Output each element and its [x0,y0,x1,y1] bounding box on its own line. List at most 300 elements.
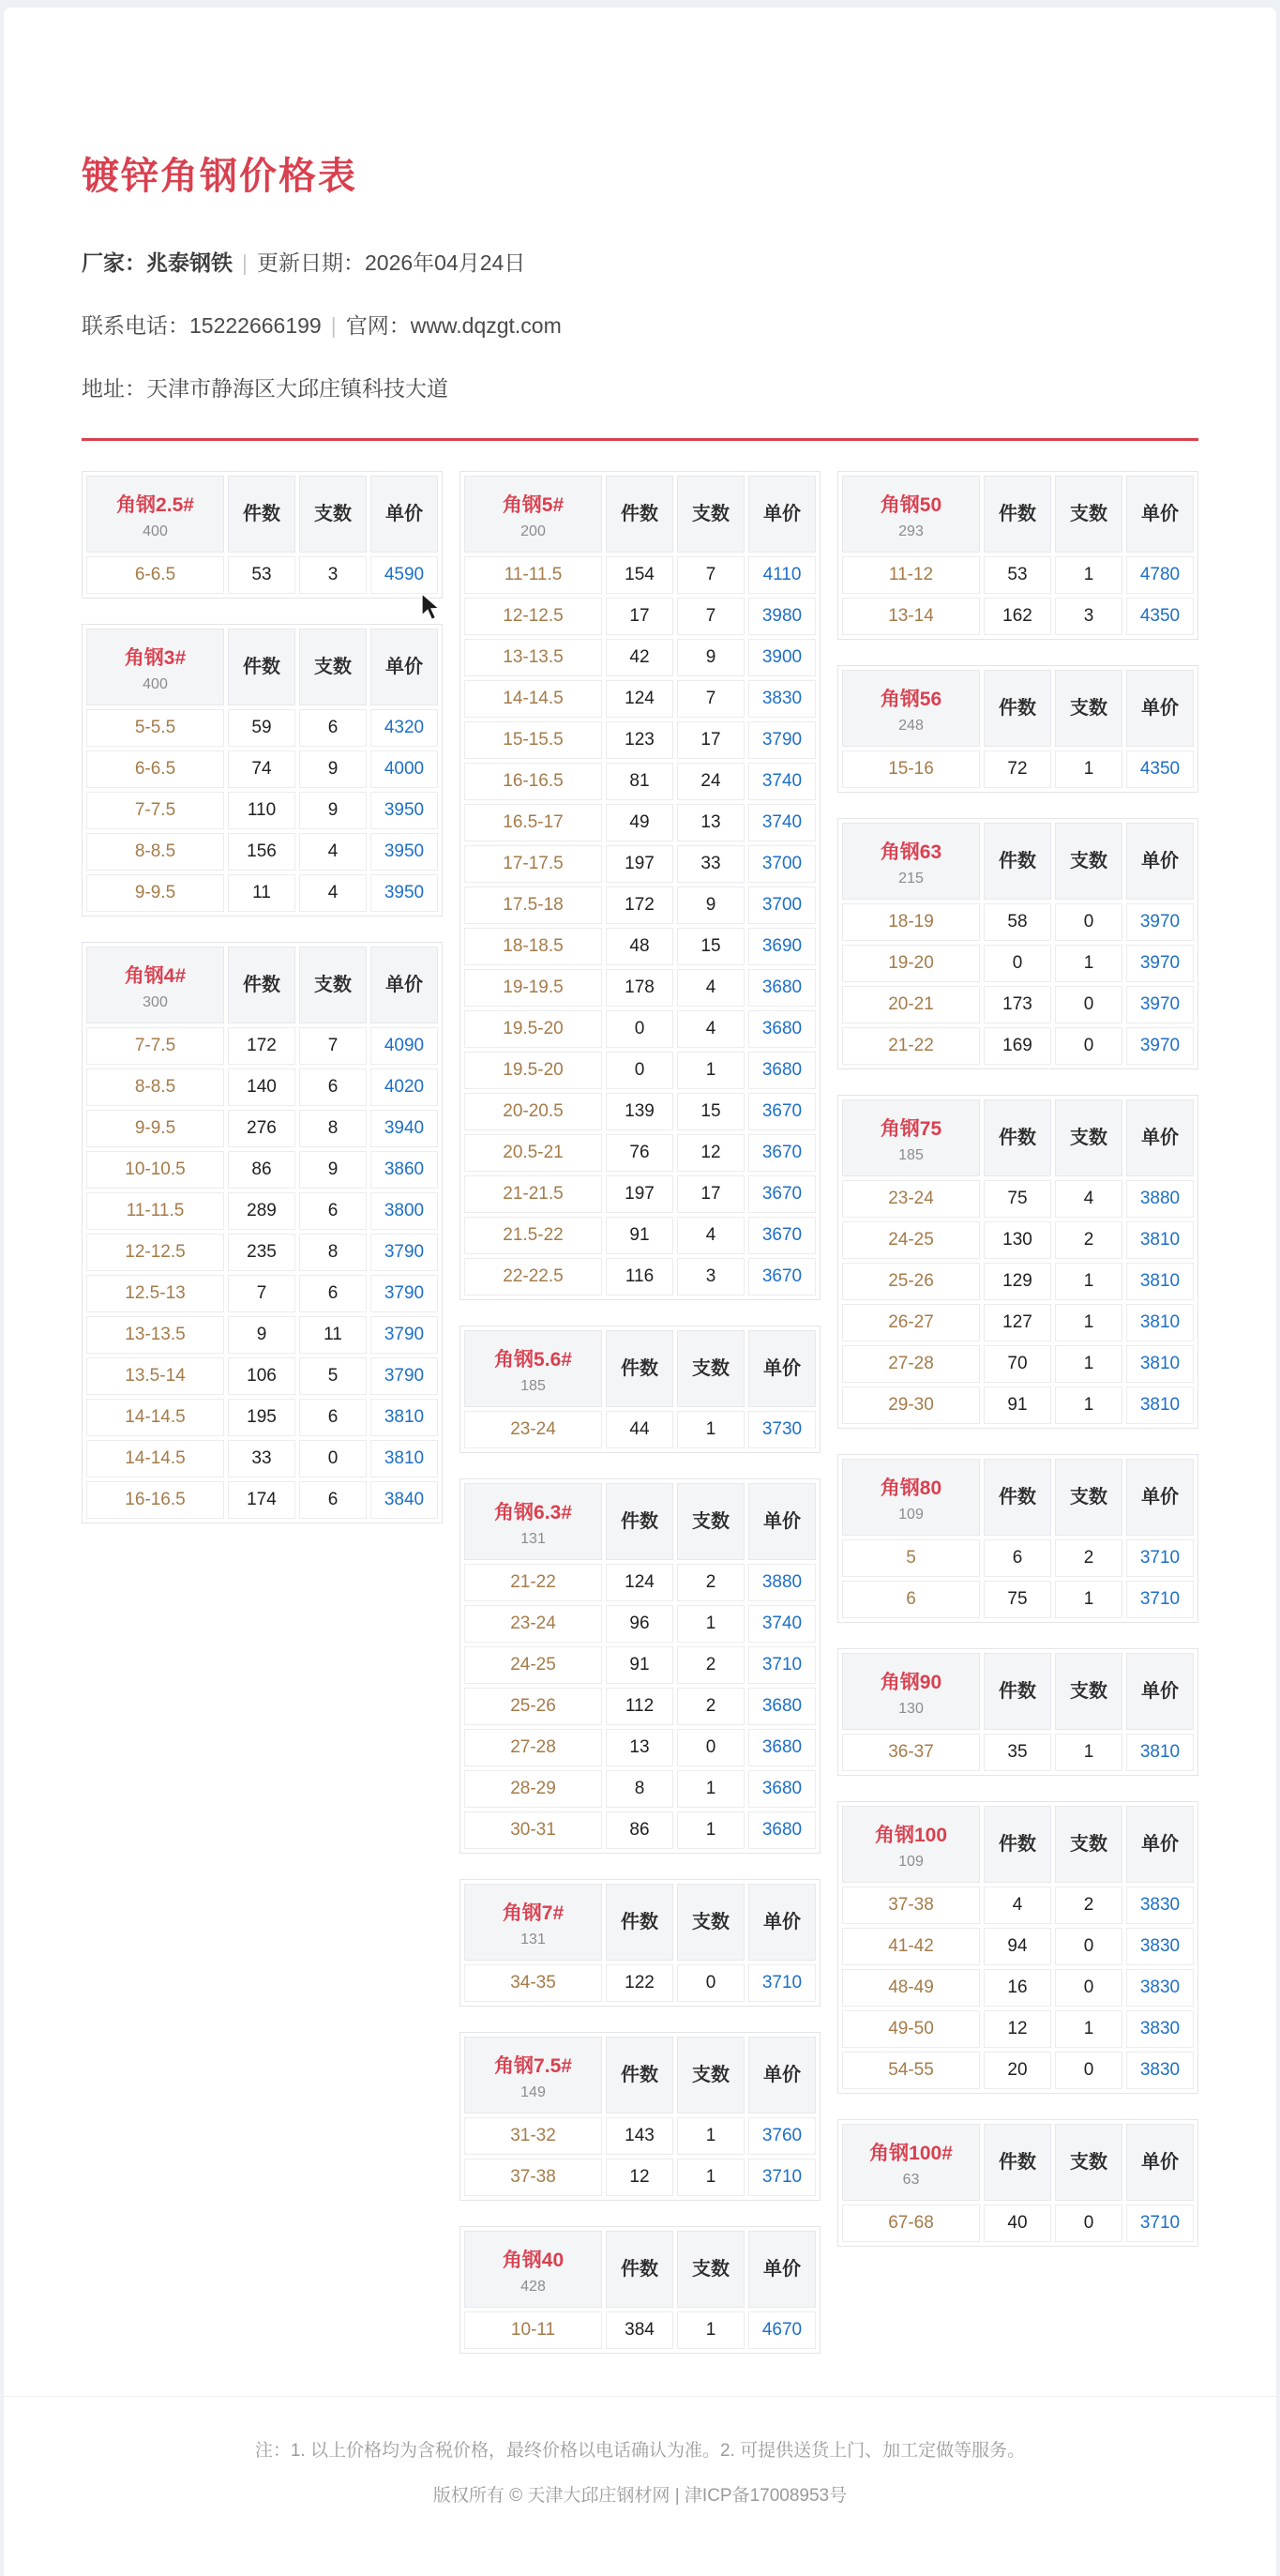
pieces-cell: 16 [984,1969,1051,2007]
pieces-cell: 48 [606,928,673,965]
price-link[interactable]: 3810 [1126,1221,1194,1259]
col-header-pieces: 件数 [606,1884,673,1961]
sticks-cell: 9 [299,750,367,788]
col-header-price: 单价 [1126,1653,1194,1730]
pieces-cell: 197 [606,1175,673,1213]
price-link[interactable]: 3810 [370,1440,438,1477]
col-header-price: 单价 [748,1483,816,1560]
sticks-cell: 0 [299,1440,367,1477]
table-product-header-cell [464,2037,602,2114]
price-link[interactable]: 3830 [1126,2010,1194,2048]
size-range-cell: 30-31 [464,1811,602,1849]
address-value: 天津市静海区大邱庄镇科技大道 [146,376,448,401]
sticks-cell: 4 [677,969,745,1007]
table-product-header-cell [464,476,602,553]
price-link[interactable]: 3710 [1126,1539,1194,1577]
table-product-header-cell [842,823,980,900]
pieces-cell: 178 [606,969,673,1007]
pieces-cell: 76 [606,1134,673,1172]
price-link[interactable]: 3830 [1126,2052,1194,2089]
pieces-cell: 197 [606,845,673,883]
pieces-cell: 162 [984,598,1051,635]
pieces-cell: 124 [606,1564,673,1601]
footer-note: 注：1. 以上价格均为含税价格，最终价格以电话确认为准。2. 可提供送货上门、加工定做等服务。 [254,2441,1026,2461]
price-link[interactable]: 3790 [370,1275,438,1312]
table-product-code: 131 [520,1932,546,1947]
size-range-cell: 25-26 [464,1688,602,1725]
page-card [4,8,1276,2576]
table-product-header-cell [464,1884,602,1961]
size-range-cell: 36-37 [842,1734,980,1771]
table-product-name: 角钢100 [874,1825,948,1846]
size-range-cell: 26-27 [842,1304,980,1341]
price-link[interactable]: 3760 [748,2117,816,2155]
size-range-cell: 13.5-14 [86,1357,224,1395]
pieces-cell: 86 [606,1811,673,1849]
size-range-cell: 37-38 [842,1887,980,1924]
pieces-cell: 91 [606,1217,673,1254]
pieces-cell: 74 [228,750,295,788]
pieces-cell: 81 [606,763,673,800]
sticks-cell: 17 [677,1175,745,1213]
pieces-cell: 53 [984,556,1051,594]
price-link[interactable]: 3800 [370,1192,438,1230]
pieces-cell: 86 [228,1151,295,1189]
pieces-cell: 0 [606,1010,673,1048]
pieces-cell: 42 [606,639,673,676]
price-link[interactable]: 4780 [1126,556,1194,594]
price-table [459,1879,821,2007]
pieces-cell: 91 [984,1386,1051,1424]
price-table [82,624,443,917]
sticks-cell: 1 [677,1770,745,1808]
pieces-cell: 124 [606,680,673,718]
vendor-info-block [82,246,1198,402]
price-link[interactable]: 3740 [748,763,816,800]
price-link[interactable]: 3700 [748,886,816,924]
pieces-cell: 91 [606,1646,673,1684]
size-range-cell: 22-22.5 [464,1258,602,1296]
price-table [837,818,1198,1069]
pieces-cell: 173 [984,986,1051,1023]
sticks-cell: 2 [677,1646,745,1684]
sticks-cell: 8 [299,1110,367,1147]
col-header-pieces: 件数 [984,823,1051,900]
size-range-cell: 31-32 [464,2117,602,2155]
page-title: 镀锌角钢价格表 [82,156,357,197]
sticks-cell: 7 [677,680,745,718]
price-link[interactable]: 3810 [1126,1263,1194,1300]
price-link[interactable]: 3670 [748,1175,816,1213]
pieces-cell: 169 [984,1027,1051,1065]
table-product-name: 角钢75 [880,1118,942,1140]
price-link[interactable]: 3950 [370,874,438,912]
sticks-cell: 4 [299,833,367,871]
price-link[interactable]: 3710 [748,1646,816,1684]
table-product-code: 109 [898,1507,924,1523]
pieces-cell: 9 [228,1316,295,1354]
sticks-cell: 9 [299,792,367,829]
price-link[interactable]: 3670 [748,1134,816,1172]
price-link[interactable]: 3810 [1126,1304,1194,1341]
sticks-cell: 0 [677,1964,745,2002]
pieces-cell: 12 [606,2159,673,2196]
table-product-code: 200 [520,523,546,539]
col-header-pieces: 件数 [606,2231,673,2308]
price-column [459,471,821,2354]
page-content [82,8,1198,2396]
price-link[interactable]: 4670 [748,2311,816,2349]
size-range-cell: 49-50 [842,2010,980,2048]
price-link[interactable]: 3680 [748,1688,816,1725]
pieces-cell: 20 [984,2052,1051,2089]
price-link[interactable]: 3710 [1126,1581,1194,1618]
table-product-name: 角钢40 [502,2250,565,2271]
table-product-header-cell [842,1459,980,1536]
price-link[interactable]: 4110 [748,556,816,594]
sticks-cell: 2 [1055,1887,1122,1924]
price-link[interactable]: 3970 [1126,945,1194,982]
price-column [837,471,1198,2247]
price-link[interactable]: 3740 [748,1605,816,1643]
table-product-code: 131 [520,1531,546,1547]
pieces-cell: 33 [228,1440,295,1477]
sticks-cell: 4 [299,874,367,912]
price-link[interactable]: 4320 [370,709,438,747]
sticks-cell: 15 [677,1093,745,1130]
sticks-cell: 1 [1055,1734,1122,1771]
size-range-cell: 18-19 [842,903,980,941]
pieces-cell: 139 [606,1093,673,1130]
price-link[interactable]: 3950 [370,792,438,829]
size-range-cell: 13-13.5 [464,639,602,676]
price-link[interactable]: 3740 [748,804,816,841]
price-link[interactable]: 3710 [748,1964,816,2002]
price-link[interactable]: 3670 [748,1093,816,1130]
price-link[interactable]: 3670 [748,1258,816,1296]
pieces-cell: 110 [228,792,295,829]
price-link[interactable]: 3690 [748,928,816,965]
pieces-cell: 70 [984,1345,1051,1383]
sticks-cell: 1 [1055,945,1122,982]
table-product-name: 角钢50 [880,494,942,516]
size-range-cell: 34-35 [464,1964,602,2002]
sticks-cell: 7 [677,598,745,635]
pieces-cell: 11 [228,874,295,912]
price-link[interactable]: 3810 [1126,1734,1194,1771]
price-link[interactable]: 3970 [1126,1027,1194,1065]
size-range-cell: 8-8.5 [86,833,224,871]
col-header-pieces: 件数 [984,1653,1051,1730]
sticks-cell: 7 [299,1027,367,1065]
col-header-pieces: 件数 [984,1099,1051,1176]
sticks-cell: 9 [677,639,745,676]
pieces-cell: 172 [228,1027,295,1065]
sticks-cell: 33 [677,845,745,883]
sticks-cell: 4 [677,1217,745,1254]
price-link[interactable]: 4350 [1126,598,1194,635]
price-link[interactable]: 3730 [748,1411,816,1448]
price-table [837,1454,1198,1623]
sticks-cell: 8 [299,1234,367,1271]
table-product-code: 248 [898,718,924,734]
table-product-name: 角钢100# [869,2143,953,2164]
sticks-cell: 1 [1055,1304,1122,1341]
size-range-cell: 21-21.5 [464,1175,602,1213]
sticks-cell: 1 [1055,2010,1122,2048]
table-product-name: 角钢63 [880,841,942,863]
pieces-cell: 174 [228,1481,295,1519]
sticks-cell: 1 [677,1811,745,1849]
size-range-cell: 15-16 [842,750,980,788]
price-link[interactable]: 3830 [1126,1887,1194,1924]
size-range-cell: 19.5-20 [464,1010,602,1048]
pieces-cell: 289 [228,1192,295,1230]
table-product-name: 角钢80 [880,1477,942,1499]
pieces-cell: 140 [228,1068,295,1106]
update-date: 2026年04月24日 [364,250,526,275]
col-header-sticks: 支数 [299,947,367,1023]
price-link[interactable]: 3790 [370,1357,438,1395]
price-link[interactable]: 3680 [748,1052,816,1089]
col-header-sticks: 支数 [677,1483,745,1560]
table-product-code: 300 [143,994,168,1010]
sticks-cell: 0 [1055,903,1122,941]
col-header-sticks: 支数 [677,2037,745,2114]
price-link[interactable]: 3970 [1126,986,1194,1023]
size-range-cell: 6-6.5 [86,750,224,788]
price-link[interactable]: 3880 [748,1564,816,1601]
sticks-cell: 0 [677,1729,745,1766]
price-table [82,471,443,599]
col-header-sticks: 支数 [1055,1099,1122,1176]
price-link[interactable]: 3790 [748,721,816,759]
table-product-header-cell [86,629,224,705]
col-header-sticks: 支数 [1055,670,1122,747]
size-range-cell: 48-49 [842,1969,980,2007]
sticks-cell: 0 [1055,1027,1122,1065]
price-link[interactable]: 3700 [748,845,816,883]
table-product-code: 185 [520,1378,546,1394]
table-product-name: 角钢5# [502,494,565,516]
sticks-cell: 1 [1055,1263,1122,1300]
size-range-cell: 7-7.5 [86,792,224,829]
price-link[interactable]: 3680 [748,969,816,1007]
price-link[interactable]: 3710 [748,2159,816,2196]
pieces-cell: 75 [984,1581,1051,1618]
table-product-header-cell [842,2124,980,2201]
price-link[interactable]: 4350 [1126,750,1194,788]
table-product-name: 角钢2.5# [116,494,194,516]
price-link[interactable]: 3790 [370,1316,438,1354]
sticks-cell: 0 [1055,2205,1122,2242]
pieces-cell: 96 [606,1605,673,1643]
col-header-sticks: 支数 [1055,2124,1122,2201]
price-link[interactable]: 3680 [748,1811,816,1849]
price-link[interactable]: 4090 [370,1027,438,1065]
pieces-cell: 40 [984,2205,1051,2242]
sticks-cell: 7 [677,556,745,594]
sticks-cell: 6 [299,709,367,747]
price-link[interactable]: 3830 [748,680,816,718]
pieces-cell: 4 [984,1887,1051,1924]
size-range-cell: 12-12.5 [86,1234,224,1271]
size-range-cell: 16.5-17 [464,804,602,841]
price-table [459,471,821,1300]
price-table [459,1326,821,1453]
col-header-price: 单价 [1126,2124,1194,2201]
col-header-price: 单价 [370,629,438,705]
price-link[interactable]: 3810 [370,1399,438,1436]
price-link[interactable]: 3970 [1126,903,1194,941]
pieces-cell: 8 [606,1770,673,1808]
table-product-code: 215 [898,871,924,886]
table-product-header-cell [842,670,980,747]
size-range-cell: 14-14.5 [464,680,602,718]
size-range-cell: 25-26 [842,1263,980,1300]
price-link[interactable]: 3900 [748,639,816,676]
price-columns [82,471,1198,2396]
size-range-cell: 27-28 [842,1345,980,1383]
footer-divider [4,2396,1276,2397]
col-header-price: 单价 [1126,476,1194,553]
price-link[interactable]: 4590 [370,556,438,594]
table-product-name: 角钢90 [880,1672,942,1693]
col-header-sticks: 支数 [1055,1459,1122,1536]
col-header-price: 单价 [748,476,816,553]
size-range-cell: 24-25 [842,1221,980,1259]
col-header-sticks: 支数 [677,476,745,553]
phone-label: 联系电话： [82,313,189,338]
size-range-cell: 41-42 [842,1928,980,1965]
price-link[interactable]: 3670 [748,1217,816,1254]
price-link[interactable]: 3790 [370,1234,438,1271]
pieces-cell: 75 [984,1180,1051,1218]
price-link[interactable]: 4020 [370,1068,438,1106]
size-range-cell: 11-12 [842,556,980,594]
size-range-cell: 19-20 [842,945,980,982]
col-header-pieces: 件数 [984,1459,1051,1536]
sticks-cell: 13 [677,804,745,841]
size-range-cell: 12-12.5 [464,598,602,635]
size-range-cell: 37-38 [464,2159,602,2196]
footer [4,2436,1276,2507]
sticks-cell: 2 [1055,1539,1122,1577]
pieces-cell: 6 [984,1539,1051,1577]
table-product-header-cell [464,1330,602,1407]
col-header-sticks: 支数 [299,476,367,553]
price-link[interactable]: 3680 [748,1010,816,1048]
separator: | [330,313,337,338]
sticks-cell: 11 [299,1316,367,1354]
sticks-cell: 24 [677,763,745,800]
price-link[interactable]: 3680 [748,1729,816,1766]
size-range-cell: 5-5.5 [86,709,224,747]
table-product-code: 109 [898,1854,924,1870]
pieces-cell: 116 [606,1258,673,1296]
price-link[interactable]: 3980 [748,598,816,635]
price-link[interactable]: 3830 [1126,1969,1194,2007]
size-range-cell: 23-24 [464,1605,602,1643]
pieces-cell: 59 [228,709,295,747]
price-link[interactable]: 3810 [1126,1386,1194,1424]
col-header-pieces: 件数 [606,1483,673,1560]
size-range-cell: 20-21 [842,986,980,1023]
price-link[interactable]: 3880 [1126,1180,1194,1218]
size-range-cell: 14-14.5 [86,1399,224,1436]
pieces-cell: 122 [606,1964,673,2002]
price-link[interactable]: 3810 [1126,1345,1194,1383]
pieces-cell: 13 [606,1729,673,1766]
sticks-cell: 1 [1055,556,1122,594]
col-header-pieces: 件数 [606,2037,673,2114]
table-product-code: 293 [898,523,924,539]
col-header-price: 单价 [748,2231,816,2308]
table-product-header-cell [86,476,224,553]
sticks-cell: 1 [677,2311,745,2349]
pieces-cell: 143 [606,2117,673,2155]
sticks-cell: 6 [299,1068,367,1106]
price-table [837,2119,1198,2247]
table-product-name: 角钢3# [124,647,187,669]
sticks-cell: 9 [677,886,745,924]
col-header-price: 单价 [1126,823,1194,900]
pieces-cell: 53 [228,556,295,594]
size-range-cell: 27-28 [464,1729,602,1766]
price-link[interactable]: 3860 [370,1151,438,1189]
col-header-price: 单价 [748,1884,816,1961]
size-range-cell: 19-19.5 [464,969,602,1007]
size-range-cell: 21-22 [842,1027,980,1065]
table-product-name: 角钢7.5# [494,2055,572,2077]
price-link[interactable]: 3680 [748,1770,816,1808]
pieces-cell: 0 [606,1052,673,1089]
footer-copyright: 版权所有 © 天津大邱庄钢材网 | 津ICP备17008953号 [432,2486,848,2506]
sticks-cell: 1 [677,1411,745,1448]
price-link[interactable]: 3940 [370,1110,438,1147]
sticks-cell: 3 [299,556,367,594]
col-header-pieces: 件数 [606,476,673,553]
col-header-price: 单价 [748,1330,816,1407]
price-link[interactable]: 3840 [370,1481,438,1519]
sticks-cell: 2 [677,1688,745,1725]
table-product-code: 400 [143,676,168,692]
col-header-price: 单价 [1126,1806,1194,1883]
price-link[interactable]: 4000 [370,750,438,788]
address-line [82,371,1198,402]
sticks-cell: 3 [677,1258,745,1296]
col-header-pieces: 件数 [984,670,1051,747]
sticks-cell: 3 [1055,598,1122,635]
size-range-cell: 14-14.5 [86,1440,224,1477]
size-range-cell: 18-18.5 [464,928,602,965]
red-divider [82,438,1198,441]
price-link[interactable]: 3830 [1126,1928,1194,1965]
sticks-cell: 1 [677,1605,745,1643]
size-range-cell: 6-6.5 [86,556,224,594]
table-product-header-cell [464,2231,602,2308]
col-header-pieces: 件数 [984,476,1051,553]
size-range-cell: 13-14 [842,598,980,635]
col-header-price: 单价 [1126,1099,1194,1176]
update-label: 更新日期： [256,250,365,275]
pieces-cell: 384 [606,2311,673,2349]
price-link[interactable]: 3710 [1126,2205,1194,2242]
price-link[interactable]: 3950 [370,833,438,871]
col-header-pieces: 件数 [984,1806,1051,1883]
pieces-cell: 17 [606,598,673,635]
table-product-code: 63 [902,2172,920,2188]
